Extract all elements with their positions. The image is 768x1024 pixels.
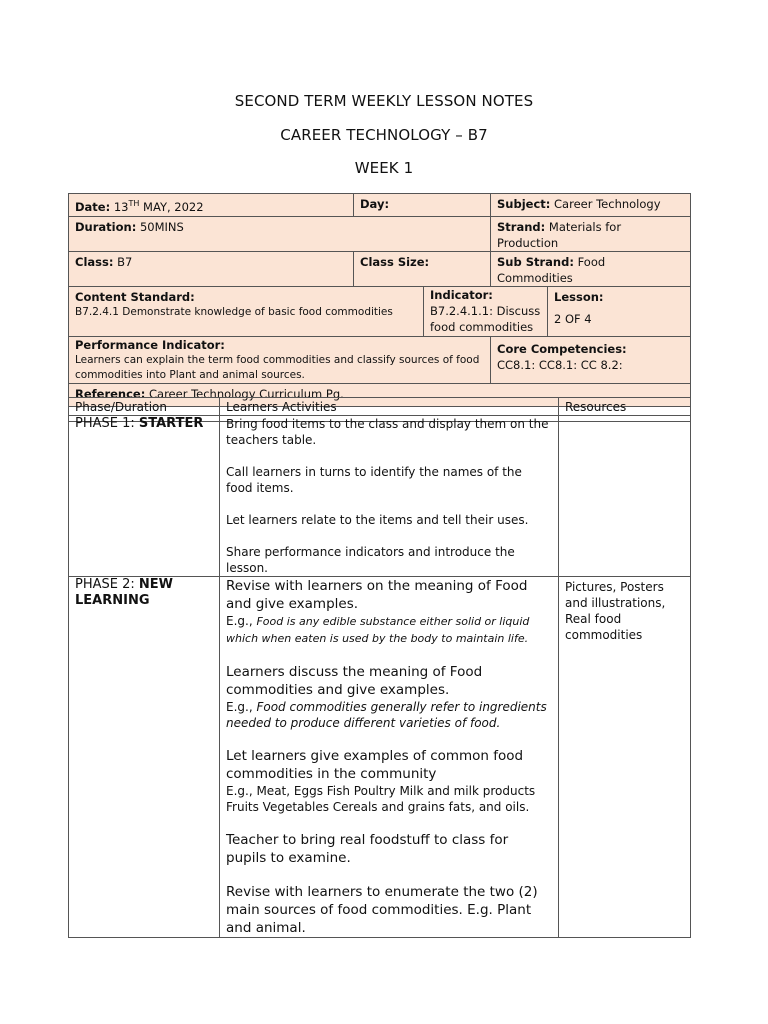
phase2-activity [226,577,552,647]
phase2-example [226,613,552,647]
phase2-activity-text: Teacher to bring real foodstuff to class for pupils to examine. [226,832,509,866]
date-label: Date: [75,199,111,214]
lesson-info-table [68,193,691,422]
content-standard-label: Content Standard: [75,290,195,304]
phase2-resources: Pictures, Posters and illustrations, Real food commodities [559,577,691,938]
strand-value: Materials for Production [497,220,622,250]
phase2-prefix: PHASE 2: [75,577,139,592]
phase2-activity-text: Let learners give examples of common food commodities in the community [226,748,524,782]
strand-label: Strand: [497,220,546,234]
example-text: Food commodities generally refer to ingredients needed to produce different varieties of food. [226,700,547,730]
phase2-activities [220,577,559,938]
content-standard-cell [69,287,424,337]
date-suffix: TH [128,199,140,208]
lesson-label: Lesson: [554,290,604,304]
reference-value: Career Technology Curriculum Pg. [149,387,344,401]
subject-cell [491,194,691,217]
core-competencies-value: CC8.1: CC8.1: CC 8.2: [497,358,623,372]
lesson-phases-table [68,397,691,938]
duration-value: 50MINS [139,220,184,234]
header-resources: Resources [559,398,691,416]
class-size-label: Class Size: [360,255,430,269]
class-cell [69,252,354,287]
phase2-activity [226,883,552,937]
class-label: Class: [75,255,114,269]
phase2-cell [69,577,220,938]
day-label: Day: [360,197,390,211]
date-day: 13 [113,199,129,214]
phase1-prefix: PHASE 1: [75,416,139,431]
strand-cell [491,217,691,252]
content-standard-value: B7.2.4.1 Demonstrate knowledge of basic food commodities [75,306,393,318]
duration-label: Duration: [75,220,137,234]
phase2-activity-text: Revise with learners on the meaning of Food and give examples. [226,578,528,612]
doc-subject-title: CAREER TECHNOLOGY – B7 [280,126,488,144]
phase1-activity: Share performance indicators and introduce the lesson. [226,545,515,575]
header-phase-duration: Phase/Duration [69,398,220,416]
phase2-activity-text: Learners discuss the meaning of Food commodities and give examples. [226,664,483,698]
phase2-example: E.g., Meat, Eggs Fish Poultry Milk and milk products Fruits Vegetables Cereals and grains fats, and oils. [226,784,536,814]
indicator-cell [424,287,548,337]
core-competencies-cell [491,337,691,384]
phase2-name: NEW LEARNING [75,577,173,608]
date-cell [69,194,354,217]
subject-value: Career Technology [554,197,661,211]
lesson-value: 2 OF 4 [554,312,592,326]
class-value: B7 [117,255,133,269]
phase2-activity-text: Revise with learners to enumerate the two (2) main sources of food commodities. E.g. Plant and animal. [226,884,538,936]
performance-indicator-cell [69,337,491,384]
phase1-activity: Bring food items to the class and display them on the teachers table. [226,417,549,447]
sub-strand-cell [491,252,691,287]
phase2-activity [226,663,552,731]
doc-title: SECOND TERM WEEKLY LESSON NOTES [234,92,534,110]
phase2-activity [226,747,552,815]
phase1-cell [69,416,220,577]
phase2-activity [226,831,552,867]
lesson-cell [548,287,691,337]
header-learners-activities: Learners Activities [220,398,559,416]
day-cell [354,194,491,217]
example-prefix: E.g., [226,614,257,628]
performance-indicator-value: Learners can explain the term food commodities and classify sources of food commodities into Plant and animal sources. [75,354,480,381]
phase1-name: STARTER [138,416,204,431]
phase1-resources [559,416,691,577]
phase1-activity: Let learners relate to the items and tell their uses. [226,513,529,527]
example-prefix: E.g., [226,700,257,714]
sub-strand-label: Sub Strand: [497,255,574,269]
core-competencies-label: Core Competencies: [497,342,627,356]
subject-label: Subject: [497,197,551,211]
performance-indicator-label: Performance Indicator: [75,338,225,352]
doc-week-title: WEEK 1 [354,159,414,177]
example-text: Food is any edible substance either solid or liquid which when eaten is used by the body to maintain life. [226,615,530,645]
indicator-label: Indicator: [430,288,493,302]
class-size-cell [354,252,491,287]
duration-cell [69,217,491,252]
date-rest: MAY, 2022 [139,199,204,214]
phase2-example [226,699,552,731]
reference-label: Reference: [75,387,146,401]
indicator-value: B7.2.4.1.1: Discuss food commodities [430,304,541,334]
phase1-activity: Call learners in turns to identify the names of the food items. [226,465,522,495]
sub-strand-value: Food Commodities [497,255,606,285]
phase1-activities [220,416,559,577]
